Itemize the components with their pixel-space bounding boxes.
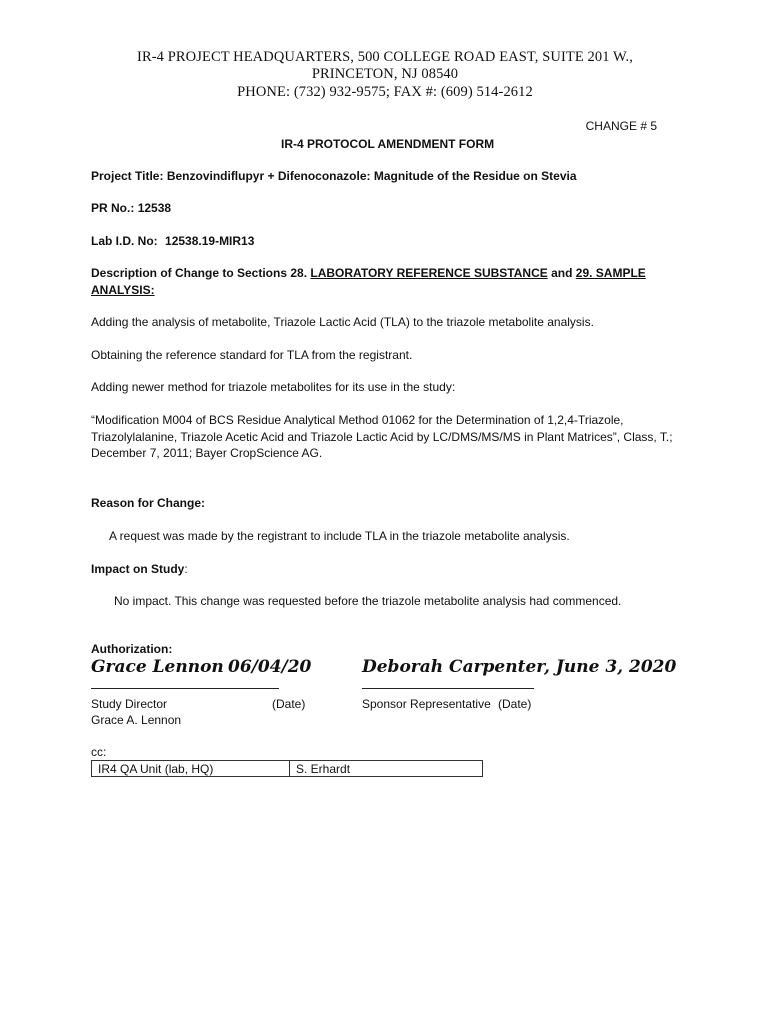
study-director-label: Study Director bbox=[91, 697, 168, 711]
cc-cell-qa-unit: IR4 QA Unit (lab, HQ) bbox=[92, 761, 290, 777]
impact-colon: : bbox=[184, 562, 188, 576]
change-number: CHANGE # 5 bbox=[585, 119, 657, 133]
reason-text: A request was made by the registrant to include TLA in the triazole metabolite analysis. bbox=[109, 529, 570, 543]
lab-id-value: 12538.19-MIR13 bbox=[165, 234, 255, 248]
sponsor-signature: Deborah Carpenter, June 3, 2020 bbox=[362, 657, 677, 677]
impact-heading bbox=[91, 562, 188, 576]
description-heading bbox=[91, 266, 646, 280]
section-28-title: LABORATORY REFERENCE SUBSTANCE bbox=[310, 266, 548, 280]
header-address-line2: PRINCETON, NJ 08540 bbox=[311, 66, 459, 82]
project-title-row bbox=[91, 169, 577, 183]
project-title-label: Project Title: bbox=[91, 169, 164, 183]
description-prefix: Description of Change to Sections 28. bbox=[91, 266, 308, 280]
cc-distribution-table bbox=[91, 760, 483, 777]
header-phone-fax: PHONE: (732) 932-9575; FAX #: (609) 514-2612 bbox=[237, 84, 533, 100]
sponsor-representative-label: Sponsor Representative bbox=[362, 697, 491, 711]
header-address-line1: IR-4 PROJECT HEADQUARTERS, 500 COLLEGE ROAD EAST, SUITE 201 W., bbox=[137, 49, 633, 65]
study-director-name: Grace A. Lennon bbox=[91, 713, 182, 727]
form-title: IR-4 PROTOCOL AMENDMENT FORM bbox=[281, 137, 495, 151]
description-paragraph-1: Adding the analysis of metabolite, Triazole Lactic Acid (TLA) to the triazole metabolite analysis. bbox=[91, 315, 594, 329]
sponsor-signature-line bbox=[362, 688, 534, 689]
authorization-heading: Authorization: bbox=[91, 642, 173, 656]
description-and: and bbox=[551, 266, 573, 280]
pr-number-value: 12538 bbox=[137, 201, 172, 215]
section-29-title: 29. SAMPLE bbox=[575, 266, 646, 280]
study-director-signature-date: 06/04/20 bbox=[228, 657, 312, 677]
pr-number-label: PR No.: bbox=[91, 201, 135, 215]
method-citation-line3: December 7, 2011; Bayer CropScience AG. bbox=[91, 446, 323, 460]
lab-id-label: Lab I.D. No: bbox=[91, 234, 158, 248]
pr-number-row bbox=[91, 201, 171, 215]
lab-id-row bbox=[91, 234, 254, 248]
cc-label: cc: bbox=[91, 745, 107, 759]
cc-cell-recipient: S. Erhardt bbox=[290, 761, 483, 777]
impact-text: No impact. This change was requested before the triazole metabolite analysis had commenced. bbox=[114, 594, 622, 608]
study-director-signature: Grace Lennon bbox=[91, 657, 224, 677]
reason-heading: Reason for Change: bbox=[91, 496, 206, 510]
cc-row bbox=[92, 761, 483, 777]
section-29-title-cont: ANALYSIS: bbox=[91, 283, 155, 297]
method-citation-line2: Triazolylalanine, Triazole Acetic Acid and Triazole Lactic Acid by LC/DMS/MS/MS in Plant Matrices”, Class, T.; bbox=[91, 430, 673, 444]
impact-label: Impact on Study bbox=[91, 562, 185, 576]
description-paragraph-2: Obtaining the reference standard for TLA from the registrant. bbox=[91, 348, 413, 362]
method-citation-line1: “Modification M004 of BCS Residue Analytical Method 01062 for the Determination of 1,2,4-Triazole, bbox=[91, 413, 624, 427]
director-signature-line bbox=[91, 688, 279, 689]
description-paragraph-3: Adding newer method for triazole metabolites for its use in the study: bbox=[91, 380, 456, 394]
project-title-value: Benzovindiflupyr + Difenoconazole: Magnitude of the Residue on Stevia bbox=[166, 169, 577, 183]
sponsor-date-label: (Date) bbox=[498, 697, 532, 711]
director-date-label: (Date) bbox=[272, 697, 306, 711]
